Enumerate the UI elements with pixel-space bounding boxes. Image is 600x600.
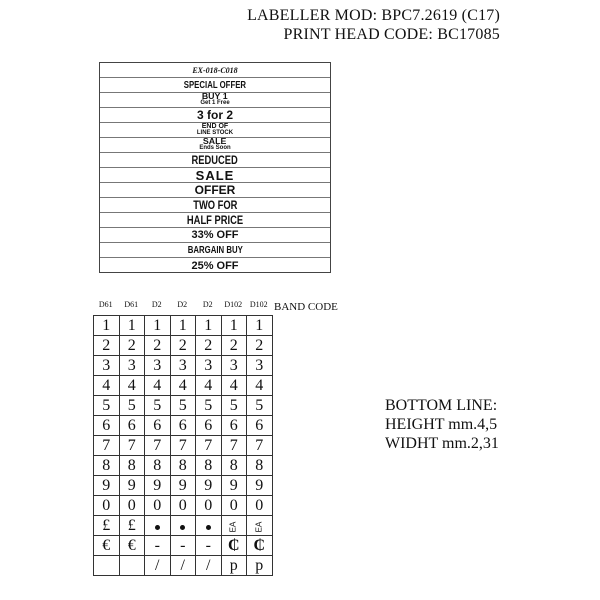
grid-char: - bbox=[180, 536, 186, 554]
grid-char: 2 bbox=[204, 336, 213, 354]
grid-char: 4 bbox=[255, 376, 264, 394]
grid-char: 0 bbox=[255, 496, 264, 514]
grid-cell bbox=[196, 516, 222, 536]
grid-cell bbox=[196, 356, 222, 376]
grid-char: / bbox=[206, 556, 211, 574]
grid-cell bbox=[119, 396, 145, 416]
grid-char: 4 bbox=[229, 376, 238, 394]
grid-cell bbox=[196, 316, 222, 336]
grid-cell bbox=[170, 436, 196, 456]
grid-row bbox=[94, 496, 273, 516]
grid-cell bbox=[170, 416, 196, 436]
eol-bottom-text: LINE STOCK bbox=[196, 130, 234, 136]
grid-cell bbox=[247, 436, 273, 456]
grid-cell bbox=[145, 516, 171, 536]
grid-char: 7 bbox=[153, 436, 162, 454]
grid-char: € bbox=[102, 536, 111, 554]
grid-char: 7 bbox=[178, 436, 187, 454]
grid-band-headers bbox=[93, 300, 272, 309]
grid-cell bbox=[247, 496, 273, 516]
grid-cell bbox=[94, 476, 120, 496]
grid-cell bbox=[94, 416, 120, 436]
grid-cell bbox=[119, 496, 145, 516]
grid-char: 5 bbox=[255, 396, 264, 414]
band-row-half-price bbox=[100, 213, 330, 228]
grid-cell bbox=[221, 476, 247, 496]
grid-char: 6 bbox=[255, 416, 264, 434]
grid-cell bbox=[94, 556, 120, 576]
half-price-text: HALF PRICE bbox=[186, 213, 244, 227]
grid-cell bbox=[145, 456, 171, 476]
grid-cell bbox=[94, 456, 120, 476]
grid-char: 0 bbox=[127, 496, 136, 514]
grid-cell bbox=[119, 316, 145, 336]
labeller-model: LABELLER MOD: BPC7.2619 (C17) bbox=[247, 7, 500, 24]
grid-char: 1 bbox=[229, 316, 238, 334]
grid-char: 9 bbox=[204, 476, 213, 494]
grid-cell bbox=[170, 316, 196, 336]
grid-cell bbox=[145, 496, 171, 516]
eol-stack bbox=[197, 123, 233, 137]
buy1-bottom-text: Get 1 Free bbox=[200, 100, 230, 106]
band-row-sale-ends bbox=[100, 138, 330, 153]
grid-cell bbox=[119, 376, 145, 396]
grid-cell bbox=[247, 476, 273, 496]
grid-char: 0 bbox=[153, 496, 162, 514]
grid-cell bbox=[145, 376, 171, 396]
grid-char: 8 bbox=[153, 456, 162, 474]
grid-char: 8 bbox=[178, 456, 187, 474]
bullet-symbol bbox=[206, 525, 211, 530]
grid-cell bbox=[170, 376, 196, 396]
grid-cell bbox=[221, 496, 247, 516]
grid-char: £ bbox=[127, 516, 136, 534]
grid-char: 2 bbox=[153, 336, 162, 354]
grid-char: 8 bbox=[127, 456, 136, 474]
grid-cell bbox=[94, 316, 120, 336]
bottom-line-height: HEIGHT mm.4,5 bbox=[385, 416, 498, 433]
grid-char: - bbox=[205, 536, 211, 554]
grid-cell bbox=[247, 416, 273, 436]
grid-char: 4 bbox=[204, 376, 213, 394]
grid-char: 1 bbox=[204, 316, 213, 334]
grid-cell bbox=[170, 516, 196, 536]
grid-char: 7 bbox=[204, 436, 213, 454]
grid-char: - bbox=[154, 536, 160, 554]
grid-cell bbox=[221, 396, 247, 416]
grid-cell bbox=[196, 376, 222, 396]
grid-char: 3 bbox=[178, 356, 187, 374]
sale-top-text: SALE bbox=[203, 138, 227, 146]
grid-char: 6 bbox=[102, 416, 111, 434]
grid-char: 0 bbox=[178, 496, 187, 514]
grid-cell bbox=[247, 356, 273, 376]
grid-char: 6 bbox=[229, 416, 238, 434]
grid-cell bbox=[247, 396, 273, 416]
grid-cell bbox=[145, 556, 171, 576]
grid-char: 9 bbox=[229, 476, 238, 494]
grid-char: 6 bbox=[153, 416, 162, 434]
grid-char: 5 bbox=[204, 396, 213, 414]
grid-char: 5 bbox=[153, 396, 162, 414]
grid-char: 1 bbox=[178, 316, 187, 334]
cedi-symbol: ₵ bbox=[253, 536, 266, 554]
grid-cell bbox=[145, 356, 171, 376]
special-offer-text: SPECIAL OFFER bbox=[183, 79, 247, 91]
buy1-stack bbox=[200, 93, 229, 107]
grid-cell bbox=[119, 336, 145, 356]
ea-symbol: EA bbox=[254, 521, 264, 532]
buy1-top-text: BUY 1 bbox=[202, 93, 228, 101]
grid-cell bbox=[221, 356, 247, 376]
grid-cell bbox=[196, 416, 222, 436]
grid-cell bbox=[196, 556, 222, 576]
grid-char: 6 bbox=[204, 416, 213, 434]
band-header-cell: D2 bbox=[202, 300, 213, 309]
grid-char: p bbox=[229, 556, 238, 574]
grid-cell bbox=[247, 536, 273, 556]
grid-row bbox=[94, 436, 273, 456]
grid-cell bbox=[170, 536, 196, 556]
grid-char: 1 bbox=[255, 316, 264, 334]
grid-cell bbox=[145, 396, 171, 416]
grid-char: 9 bbox=[153, 476, 162, 494]
band-row-bargain-buy bbox=[100, 243, 330, 258]
band-row-buy1 bbox=[100, 93, 330, 108]
grid-cell bbox=[119, 556, 145, 576]
grid-cell bbox=[247, 456, 273, 476]
grid-char: 3 bbox=[102, 356, 111, 374]
grid-char: 0 bbox=[102, 496, 111, 514]
grid-cell bbox=[221, 516, 247, 536]
grid-cell bbox=[145, 476, 171, 496]
grid-row bbox=[94, 316, 273, 336]
grid-char: 4 bbox=[178, 376, 187, 394]
grid-char: 2 bbox=[102, 336, 111, 354]
grid-row bbox=[94, 396, 273, 416]
grid-cell bbox=[145, 536, 171, 556]
band-row-33-off bbox=[100, 228, 330, 243]
grid-char: € bbox=[127, 536, 136, 554]
grid-cell bbox=[94, 516, 120, 536]
grid-row bbox=[94, 536, 273, 556]
band-header-cell: D102 bbox=[224, 300, 243, 309]
grid-cell bbox=[247, 376, 273, 396]
grid-cell bbox=[94, 376, 120, 396]
grid-cell bbox=[145, 416, 171, 436]
grid-cell bbox=[247, 336, 273, 356]
grid-cell bbox=[170, 336, 196, 356]
off33-text: 33% OFF bbox=[191, 229, 239, 241]
label-band-panel bbox=[99, 62, 331, 273]
grid-cell bbox=[119, 456, 145, 476]
grid-cell bbox=[221, 536, 247, 556]
grid-cell bbox=[94, 396, 120, 416]
grid-cell bbox=[119, 536, 145, 556]
grid-char: 1 bbox=[127, 316, 136, 334]
grid-char: 4 bbox=[127, 376, 136, 394]
grid-char: 2 bbox=[229, 336, 238, 354]
grid-row bbox=[94, 416, 273, 436]
band-row-special-offer bbox=[100, 78, 330, 93]
grid-cell bbox=[119, 476, 145, 496]
grid-cell bbox=[119, 516, 145, 536]
bargain-buy-text: BARGAIN BUY bbox=[187, 244, 243, 256]
grid-cell bbox=[145, 336, 171, 356]
grid-char: 5 bbox=[178, 396, 187, 414]
grid-cell bbox=[247, 516, 273, 536]
bullet-symbol bbox=[180, 525, 185, 530]
grid-cell bbox=[94, 436, 120, 456]
band-row-end-of-line bbox=[100, 123, 330, 138]
grid-char: 7 bbox=[102, 436, 111, 454]
grid-row bbox=[94, 476, 273, 496]
grid-cell bbox=[119, 436, 145, 456]
grid-char: 9 bbox=[127, 476, 136, 494]
band-code-label: BAND CODE bbox=[274, 301, 338, 313]
grid-cell bbox=[196, 456, 222, 476]
grid-char: 9 bbox=[102, 476, 111, 494]
grid-cell bbox=[145, 316, 171, 336]
grid-cell bbox=[170, 556, 196, 576]
grid-char: / bbox=[180, 556, 185, 574]
grid-cell bbox=[247, 316, 273, 336]
grid-row bbox=[94, 456, 273, 476]
offer-text: OFFER bbox=[194, 183, 236, 197]
grid-cell bbox=[170, 476, 196, 496]
grid-cell bbox=[196, 436, 222, 456]
grid-char: 6 bbox=[127, 416, 136, 434]
bullet-symbol bbox=[155, 525, 160, 530]
cedi-symbol: ₵ bbox=[227, 536, 240, 554]
band-header-cell: D61 bbox=[98, 300, 113, 309]
grid-cell bbox=[94, 496, 120, 516]
grid-char: 3 bbox=[127, 356, 136, 374]
grid-char: 9 bbox=[178, 476, 187, 494]
grid-char: 8 bbox=[229, 456, 238, 474]
grid-char: 5 bbox=[229, 396, 238, 414]
grid-cell bbox=[196, 536, 222, 556]
grid-char: 0 bbox=[204, 496, 213, 514]
grid-cell bbox=[145, 436, 171, 456]
sale-ends-stack bbox=[199, 138, 230, 152]
grid-char: 5 bbox=[127, 396, 136, 414]
grid-row bbox=[94, 376, 273, 396]
grid-cell bbox=[247, 556, 273, 576]
eol-top-text: END OF bbox=[201, 123, 229, 130]
character-grid bbox=[93, 315, 273, 576]
grid-row bbox=[94, 556, 273, 576]
grid-cell bbox=[221, 436, 247, 456]
grid-row bbox=[94, 356, 273, 376]
grid-cell bbox=[119, 356, 145, 376]
grid-char: 7 bbox=[229, 436, 238, 454]
three-for-two-text: 3 for 2 bbox=[196, 108, 233, 122]
grid-char: 5 bbox=[102, 396, 111, 414]
band-row-reduced bbox=[100, 153, 330, 168]
two-for-text: TWO FOR bbox=[192, 198, 238, 212]
grid-char: 7 bbox=[255, 436, 264, 454]
grid-cell bbox=[170, 396, 196, 416]
off25-text: 25% OFF bbox=[191, 259, 239, 272]
band-row-25-off bbox=[100, 258, 330, 273]
grid-char: 3 bbox=[229, 356, 238, 374]
grid-char: 1 bbox=[102, 316, 111, 334]
reduced-text: REDUCED bbox=[191, 153, 239, 167]
grid-char: 8 bbox=[204, 456, 213, 474]
grid-cell bbox=[170, 456, 196, 476]
grid-cell bbox=[221, 336, 247, 356]
band-header-cell: D102 bbox=[249, 300, 268, 309]
band-row-3for2 bbox=[100, 108, 330, 123]
grid-char: 8 bbox=[102, 456, 111, 474]
grid-char: 6 bbox=[178, 416, 187, 434]
grid-cell bbox=[221, 376, 247, 396]
band-row-two-for bbox=[100, 198, 330, 213]
bottom-line-width: WIDHT mm.2,31 bbox=[385, 435, 499, 452]
grid-cell bbox=[94, 356, 120, 376]
band-header-cell: D2 bbox=[177, 300, 188, 309]
grid-char: 0 bbox=[229, 496, 238, 514]
ea-symbol: EA bbox=[228, 521, 238, 532]
sale-text: SALE bbox=[195, 168, 235, 183]
grid-cell bbox=[94, 336, 120, 356]
grid-char: 2 bbox=[127, 336, 136, 354]
grid-char: p bbox=[255, 556, 264, 574]
grid-cell bbox=[170, 356, 196, 376]
grid-char: 8 bbox=[255, 456, 264, 474]
grid-char: 9 bbox=[255, 476, 264, 494]
grid-row bbox=[94, 516, 273, 536]
grid-char: 3 bbox=[204, 356, 213, 374]
grid-cell bbox=[221, 316, 247, 336]
bottom-line-title: BOTTOM LINE: bbox=[385, 397, 498, 414]
sale-bottom-text: Ends Soon bbox=[199, 145, 231, 151]
band-header-cell: D61 bbox=[124, 300, 139, 309]
grid-char: 2 bbox=[178, 336, 187, 354]
band-header-cell: D2 bbox=[151, 300, 162, 309]
band-row-offer bbox=[100, 183, 330, 198]
grid-char: 3 bbox=[153, 356, 162, 374]
grid-cell bbox=[221, 416, 247, 436]
grid-cell bbox=[221, 556, 247, 576]
grid-cell bbox=[170, 496, 196, 516]
band-row-code bbox=[100, 63, 330, 78]
grid-char: £ bbox=[102, 516, 111, 534]
grid-row bbox=[94, 336, 273, 356]
grid-char: 1 bbox=[153, 316, 162, 334]
band-code-text: EX-018-C018 bbox=[192, 65, 238, 75]
grid-cell bbox=[196, 496, 222, 516]
grid-cell bbox=[221, 456, 247, 476]
grid-cell bbox=[196, 336, 222, 356]
grid-cell bbox=[196, 396, 222, 416]
grid-char: 4 bbox=[102, 376, 111, 394]
grid-char: / bbox=[155, 556, 160, 574]
grid-char: 7 bbox=[127, 436, 136, 454]
bottom-line-info bbox=[385, 396, 499, 453]
band-row-sale bbox=[100, 168, 330, 183]
grid-char: 3 bbox=[255, 356, 264, 374]
print-head-code: PRINT HEAD CODE: BC17085 bbox=[283, 26, 500, 43]
grid-char: 2 bbox=[255, 336, 264, 354]
grid-cell bbox=[94, 536, 120, 556]
grid-cell bbox=[119, 416, 145, 436]
labeller-header bbox=[247, 6, 500, 44]
grid-cell bbox=[196, 476, 222, 496]
grid-char: 4 bbox=[153, 376, 162, 394]
